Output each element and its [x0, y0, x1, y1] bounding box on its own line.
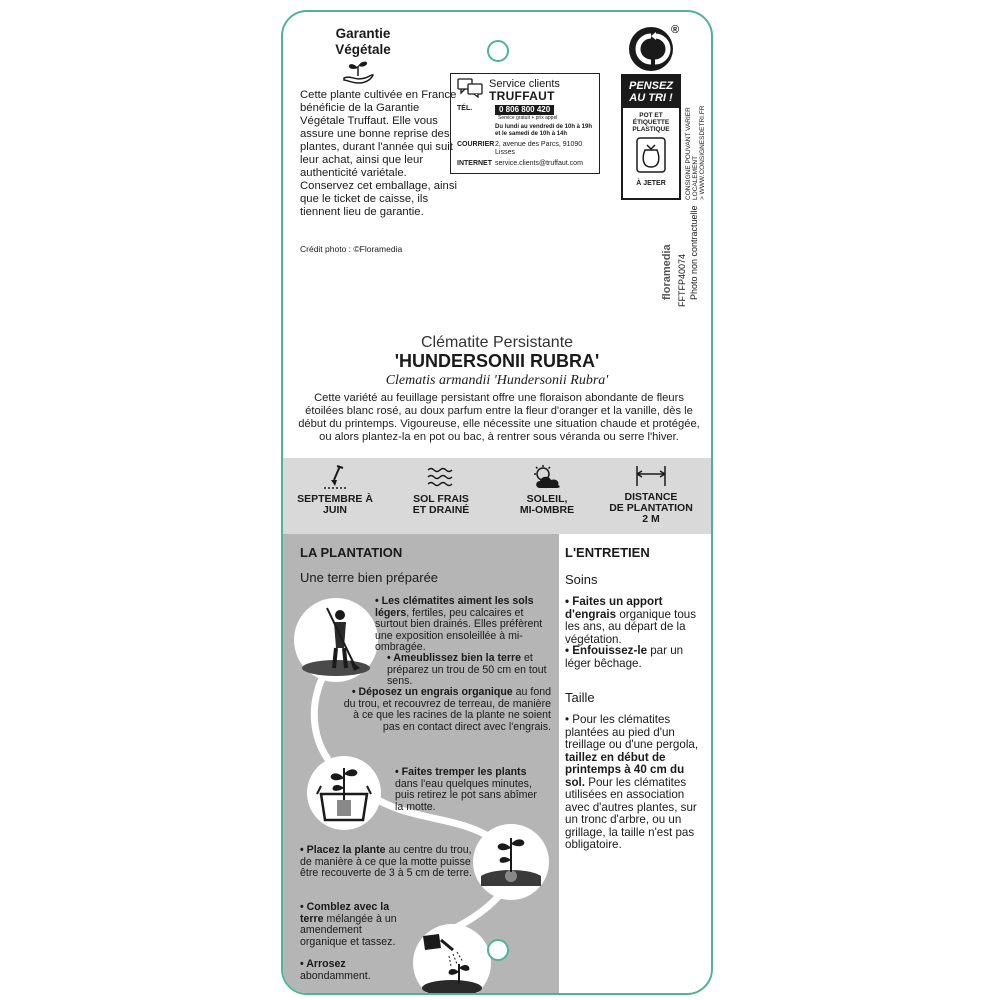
- plantation-step-soak: • Faites tremper les plants dans l'eau quelques minutes, puis retirez le pot sans abîmer la motte.: [395, 766, 537, 813]
- trash-bag-icon: [636, 137, 666, 173]
- service-mail-row: COURRIER 2, avenue des Parcs, 91090 Lisses: [457, 141, 583, 156]
- service-email-link[interactable]: service.clients@truffaut.com: [495, 160, 583, 167]
- floramedia-logo: floramedia: [661, 244, 673, 300]
- soil-type: SOL FRAIS ET DRAINÉ: [391, 464, 491, 516]
- watering-can-illustration: [413, 924, 491, 995]
- recycling-side-note: CONSIGNE POUVANT VARIER LOCALEMENT > WWW.CONSIGNESDETRI.FR: [685, 105, 706, 200]
- registered-mark: ®: [671, 24, 680, 36]
- sun-cloud-icon: [530, 464, 564, 490]
- distance-icon: [634, 464, 668, 490]
- guarantee-text: Cette plante cultivée en France bénéficie de la Garantie Végétale Truffaut. Elle vous assure une bonne reprise des plantes, durant l'année qui suit leur achat, ainsi que leur authenticité variétale. Conservez cet emballage, ainsi que le ticket de caisse, ils tiennent lieu de garantie.: [300, 89, 457, 218]
- phone-note: Service gratuit + prix appel: [498, 115, 558, 122]
- exposure: SOLEIL, MI-OMBRE: [497, 464, 597, 516]
- seedling-hand-icon: [341, 58, 375, 86]
- plantation-subheading: Une terre bien préparée: [300, 570, 439, 585]
- plantation-step-fertilizer: • Déposez un engrais organique au fond du trou, et recouvrez de terreau, de manière à ce que les racines de la plante ne soient pas en contact direct avec l'engrais.: [343, 686, 551, 733]
- care-soins-fertilize: • Faites un apport d'engrais organique tous les ans, au départ de la végétation.: [565, 595, 697, 646]
- guarantee-title: Garantie Végétale: [335, 26, 391, 57]
- customer-service-box: [450, 73, 600, 174]
- plantation-step-place: • Placez la plante au centre du trou, de manière à ce que la motte puisse être recouverte de 3 à 5 cm de terre.: [300, 844, 472, 879]
- green-dot-recycling-icon: [629, 27, 673, 71]
- care-heading: L'ENTRETIEN: [565, 545, 650, 560]
- care-soins-heading: Soins: [565, 572, 598, 587]
- product-variety: 'HUNDERSONII RUBRA': [394, 351, 600, 371]
- gardener-digging-illustration: [294, 598, 378, 682]
- recycling-info-box: [621, 74, 681, 200]
- chat-bubbles-icon: [457, 78, 483, 98]
- product-description: Cette variété au feuillage persistant offre une floraison abondante de fleurs étoilées blanc rosé, au doux parfum entre la fleur d'oranger et la vanille, dès le début du printemps. Vigoureuse, elle nécessite une situation chaude et protégée, ou alors plantez-la en pot ou bac, à rentrer sous véranda ou serre l'hiver.: [298, 392, 700, 443]
- plantation-step-water: • Arrosez abondamment.: [300, 958, 371, 982]
- hanging-hole-top: [487, 40, 509, 62]
- product-common-name: Clématite Persistante: [420, 334, 574, 351]
- planting-distance: DISTANCE DE PLANTATION 2 M: [601, 464, 701, 525]
- photo-credit: Crédit photo : ©Floramedia: [300, 244, 403, 254]
- plant-label-card: [281, 10, 713, 995]
- placing-plant-illustration: [473, 824, 549, 900]
- plantation-section: [283, 534, 559, 995]
- soil-icon: [426, 464, 456, 490]
- plantation-step-soil: • Les clématites aiment les sols légers, fertiles, peu calcaires et surtout bien drainés. Elles préfèrent une exposition ensoleillée à mi-ombragée.: [375, 595, 543, 653]
- service-hours: Du lundi au vendredi de 10h à 19h et le samedi de 10h à 14h: [495, 124, 593, 137]
- service-web-row: INTERNET service.clients@truffaut.com: [457, 160, 583, 167]
- growing-conditions-band: [283, 458, 713, 534]
- care-taille-text: • Pour les clématites plantées au pied d'un treillage ou d'une pergola, taillez en début de printemps à 40 cm du sol. Pour les clématites utilisées en association avec d'autres plantes, sur un tronc d'arbre, ou un grillage, la taille n'est pas obligatoire.: [565, 713, 699, 851]
- care-soins-dig: • Enfouissez-le par un léger bêchage.: [565, 644, 684, 670]
- plantation-step-dig: • Ameublissez bien la terre et préparez un trou de 50 cm en tout sens.: [387, 652, 547, 687]
- plantation-step-fill: • Comblez avec la terre mélangée à un amendement organique et tassez.: [300, 901, 397, 948]
- phone-number[interactable]: 0 806 800 420: [495, 105, 554, 115]
- non-contractual-note: Photo non contractuelle: [689, 205, 699, 300]
- service-phone-row: TÉL. 0 806 800 420 Service gratuit + prix appel Du lundi au vendredi de 10h à 19h et le samedi de 10h à 14h: [457, 105, 593, 137]
- product-code: FFTFP40074: [677, 253, 687, 307]
- recycling-foot: À JETER: [636, 180, 666, 187]
- recycling-heading: PENSEZ AU TRI !: [623, 76, 679, 108]
- plantation-heading: LA PLANTATION: [300, 545, 403, 560]
- planting-period: SEPTEMBRE À JUIN: [285, 464, 385, 516]
- soaking-plant-illustration: [307, 756, 381, 830]
- planting-period-icon: [322, 464, 348, 490]
- care-taille-heading: Taille: [565, 690, 595, 705]
- service-title: Service clients TRUFFAUT: [489, 78, 560, 103]
- product-latin-name: Clematis armandii 'Hundersonii Rubra': [385, 373, 609, 388]
- recycling-sub: POT ET ÉTIQUETTE PLASTIQUE: [632, 112, 670, 133]
- hanging-hole-bottom: [487, 939, 509, 961]
